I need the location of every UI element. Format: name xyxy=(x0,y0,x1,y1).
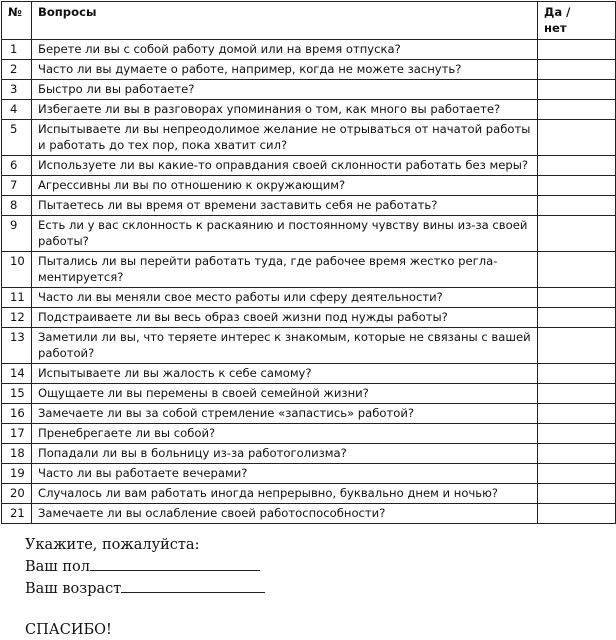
question-number: 17 xyxy=(2,424,32,444)
question-number: 4 xyxy=(2,100,32,120)
table-row xyxy=(2,464,616,484)
question-text: Заметили ли вы, что теряете интерес к знакомым, которые не связаны с вашей работой? xyxy=(32,328,538,364)
table-row xyxy=(2,100,616,120)
answer-cell[interactable] xyxy=(538,288,616,308)
question-text: Часто ли вы думаете о работе, например, когда не можете заснуть? xyxy=(32,60,538,80)
question-number: 1 xyxy=(2,40,32,60)
age-field-line xyxy=(25,577,265,599)
questionnaire-page xyxy=(1,1,615,524)
sex-label: Ваш пол xyxy=(25,559,90,575)
header-questions: Вопросы xyxy=(32,2,538,40)
table-header-row xyxy=(2,2,616,40)
question-text: Подстраиваете ли вы весь образ своей жизни под нужды работы? xyxy=(32,308,538,328)
table-row xyxy=(2,120,616,156)
answer-cell[interactable] xyxy=(538,156,616,176)
table-row xyxy=(2,444,616,464)
answer-cell[interactable] xyxy=(538,60,616,80)
answer-cell[interactable] xyxy=(538,40,616,60)
answer-cell[interactable] xyxy=(538,252,616,288)
table-row xyxy=(2,40,616,60)
table-row xyxy=(2,308,616,328)
question-number: 9 xyxy=(2,216,32,252)
question-text: Быстро ли вы работаете? xyxy=(32,80,538,100)
question-text: Пытаетесь ли вы время от времени заставить себя не работать? xyxy=(32,196,538,216)
answer-cell[interactable] xyxy=(538,216,616,252)
answer-cell[interactable] xyxy=(538,176,616,196)
question-text: Ощущаете ли вы перемены в своей семейной жизни? xyxy=(32,384,538,404)
question-number: 15 xyxy=(2,384,32,404)
table-row xyxy=(2,504,616,524)
question-number: 8 xyxy=(2,196,32,216)
question-number: 11 xyxy=(2,288,32,308)
question-text: Агрессивны ли вы по отношению к окружающим? xyxy=(32,176,538,196)
table-row xyxy=(2,60,616,80)
question-text: Пытались ли вы перейти работать туда, где рабочее время жестко регла-ментируется? xyxy=(32,252,538,288)
answer-cell[interactable] xyxy=(538,404,616,424)
answer-cell[interactable] xyxy=(538,444,616,464)
question-number: 16 xyxy=(2,404,32,424)
question-number: 12 xyxy=(2,308,32,328)
table-row xyxy=(2,156,616,176)
question-text: Пренебрегаете ли вы собой? xyxy=(32,424,538,444)
table-row xyxy=(2,80,616,100)
question-number: 5 xyxy=(2,120,32,156)
question-text: Берете ли вы с собой работу домой или на время отпуска? xyxy=(32,40,538,60)
table-row xyxy=(2,328,616,364)
table-row xyxy=(2,424,616,444)
answer-cell[interactable] xyxy=(538,120,616,156)
question-text: Случалось ли вам работать иногда непрерывно, буквально днем и ночью? xyxy=(32,484,538,504)
table-row xyxy=(2,364,616,384)
table-row xyxy=(2,384,616,404)
table-body xyxy=(2,40,616,524)
answer-cell[interactable] xyxy=(538,424,616,444)
sex-field-line xyxy=(25,555,265,577)
header-answer-line1: Да / xyxy=(544,5,571,19)
age-blank[interactable] xyxy=(121,577,265,593)
question-number: 2 xyxy=(2,60,32,80)
answer-cell[interactable] xyxy=(538,484,616,504)
thanks-text: СПАСИБО! xyxy=(25,622,112,638)
question-text: Есть ли у вас склонность к раскаянию и постоянному чувству вины из-за своей работы? xyxy=(32,216,538,252)
questionnaire-table xyxy=(1,1,616,524)
question-number: 18 xyxy=(2,444,32,464)
answer-cell[interactable] xyxy=(538,196,616,216)
table-row xyxy=(2,252,616,288)
table-row xyxy=(2,196,616,216)
question-text: Испытываете ли вы жалость к себе самому? xyxy=(32,364,538,384)
question-text: Попадали ли вы в больницу из-за работоголизма? xyxy=(32,444,538,464)
answer-cell[interactable] xyxy=(538,384,616,404)
answer-cell[interactable] xyxy=(538,80,616,100)
respondent-info xyxy=(25,535,265,640)
answer-cell[interactable] xyxy=(538,464,616,484)
header-number: № xyxy=(2,2,32,40)
header-answer-line2: нет xyxy=(544,21,567,35)
question-number: 20 xyxy=(2,484,32,504)
table-row xyxy=(2,288,616,308)
question-text: Часто ли вы работаете вечерами? xyxy=(32,464,538,484)
question-number: 19 xyxy=(2,464,32,484)
question-text: Замечаете ли вы за собой стремление «запастись» работой? xyxy=(32,404,538,424)
question-number: 14 xyxy=(2,364,32,384)
question-text: Используете ли вы какие-то оправдания своей склонности работать без меры? xyxy=(32,156,538,176)
question-number: 6 xyxy=(2,156,32,176)
answer-cell[interactable] xyxy=(538,504,616,524)
question-number: 7 xyxy=(2,176,32,196)
question-text: Испытываете ли вы непреодолимое желание не отрываться от начатой работы и работать до тех пор, пока хватит сил? xyxy=(32,120,538,156)
table-row xyxy=(2,484,616,504)
age-label: Ваш возраст xyxy=(25,581,122,597)
question-number: 3 xyxy=(2,80,32,100)
question-text: Избегаете ли вы в разговорах упоминания о том, как много вы работаете? xyxy=(32,100,538,120)
answer-cell[interactable] xyxy=(538,308,616,328)
table-row xyxy=(2,176,616,196)
question-number: 10 xyxy=(2,252,32,288)
table-row xyxy=(2,404,616,424)
respondent-prompt: Укажите, пожалуйста: xyxy=(25,537,200,553)
answer-cell[interactable] xyxy=(538,328,616,364)
answer-cell[interactable] xyxy=(538,100,616,120)
question-number: 13 xyxy=(2,328,32,364)
header-answer xyxy=(538,2,616,40)
answer-cell[interactable] xyxy=(538,364,616,384)
question-number: 21 xyxy=(2,504,32,524)
table-row xyxy=(2,216,616,252)
question-text: Часто ли вы меняли свое место работы или сферу деятельности? xyxy=(32,288,538,308)
question-text: Замечаете ли вы ослабление своей работоспособности? xyxy=(32,504,538,524)
sex-blank[interactable] xyxy=(90,555,260,571)
